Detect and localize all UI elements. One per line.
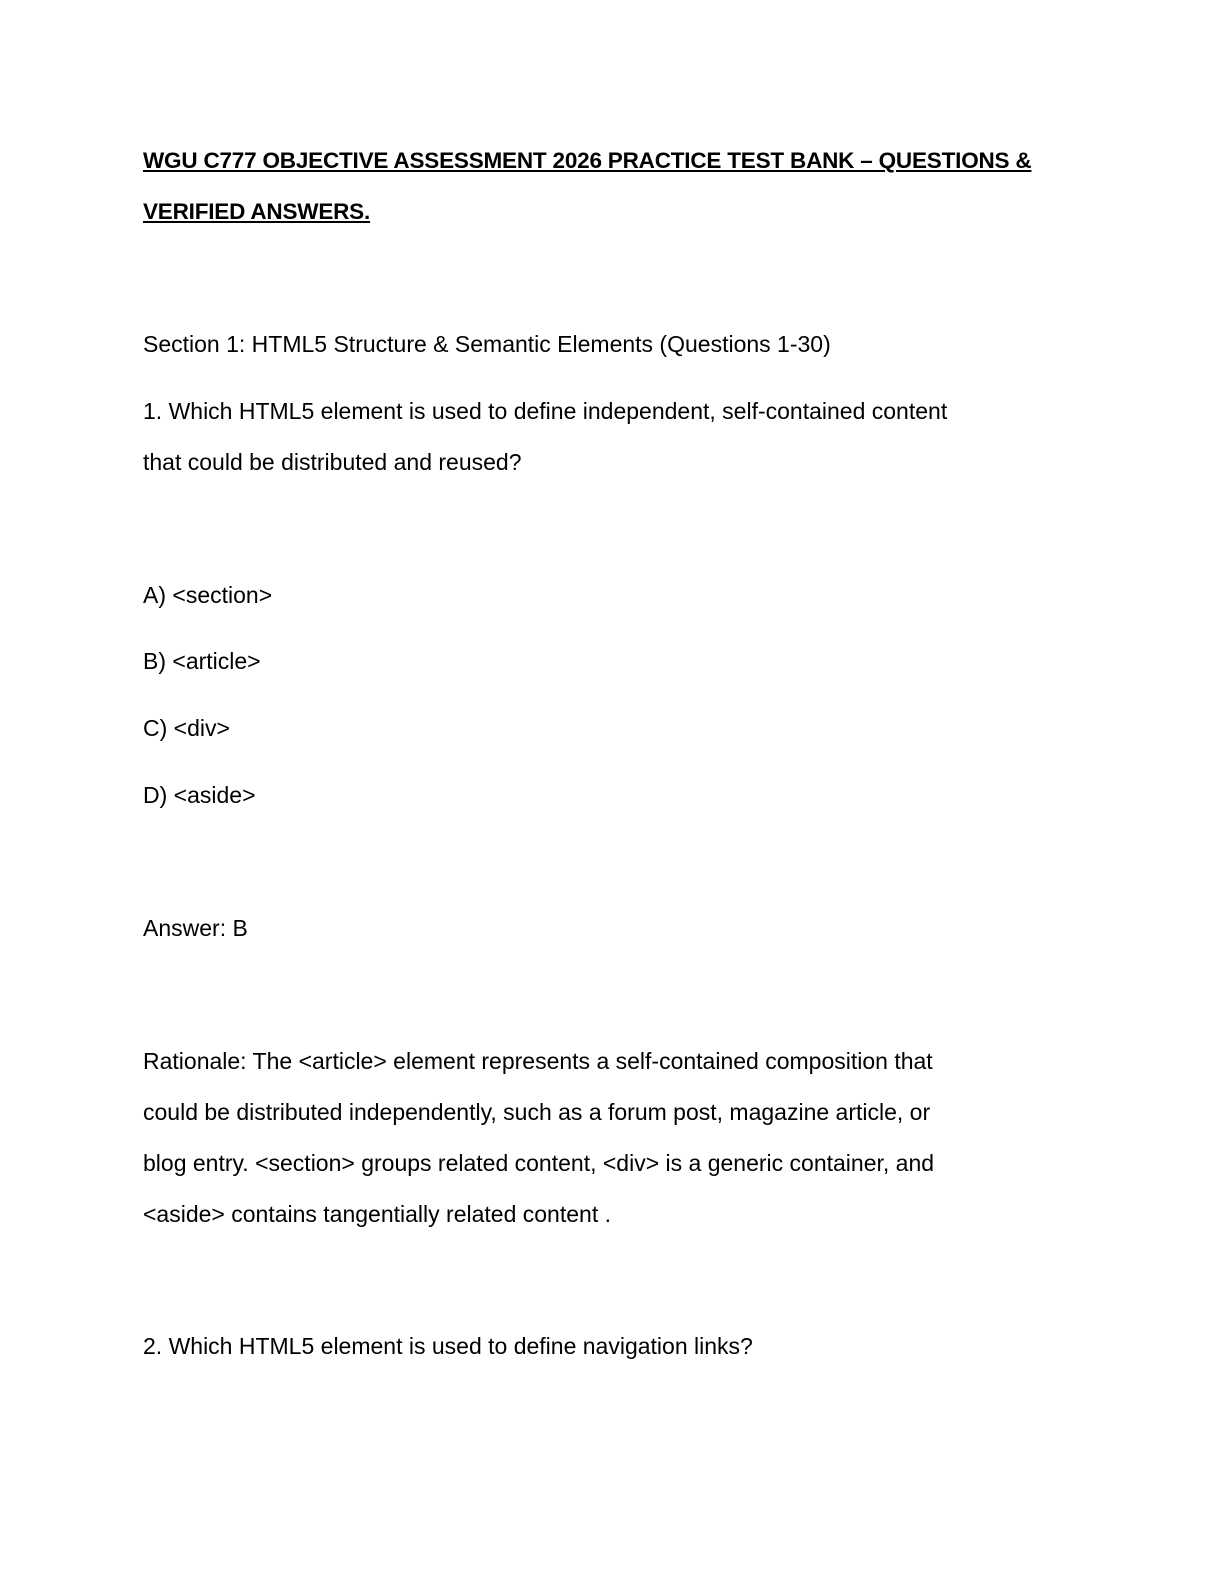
section-heading: Section 1: HTML5 Structure & Semantic Elements (Questions 1-30) bbox=[143, 331, 831, 357]
option-b: B) <article> bbox=[143, 648, 261, 674]
rationale-line-3: blog entry. <section> groups related content, <div> is a generic container, and bbox=[143, 1150, 935, 1176]
option-c: C) <div> bbox=[143, 715, 230, 741]
option-a: A) <section> bbox=[143, 582, 273, 608]
option-d: D) <aside> bbox=[143, 782, 256, 808]
rationale-line-4: <aside> contains tangentially related content . bbox=[143, 1201, 611, 1227]
question-1-line-1: 1. Which HTML5 element is used to define independent, self-contained content bbox=[143, 398, 948, 424]
rationale-line-2: could be distributed independently, such as a forum post, magazine article, or bbox=[143, 1099, 931, 1125]
question-1-line-2: that could be distributed and reused? bbox=[143, 449, 522, 475]
document-title-line-2: VERIFIED ANSWERS. bbox=[143, 199, 371, 224]
document-title-line-1: WGU C777 OBJECTIVE ASSESSMENT 2026 PRACTICE TEST BANK – QUESTIONS & bbox=[143, 148, 1032, 173]
rationale-line-1: Rationale: The <article> element represents a self-contained composition that bbox=[143, 1048, 933, 1074]
question-2-line-1: 2. Which HTML5 element is used to define navigation links? bbox=[143, 1333, 753, 1359]
answer-1: Answer: B bbox=[143, 915, 248, 941]
